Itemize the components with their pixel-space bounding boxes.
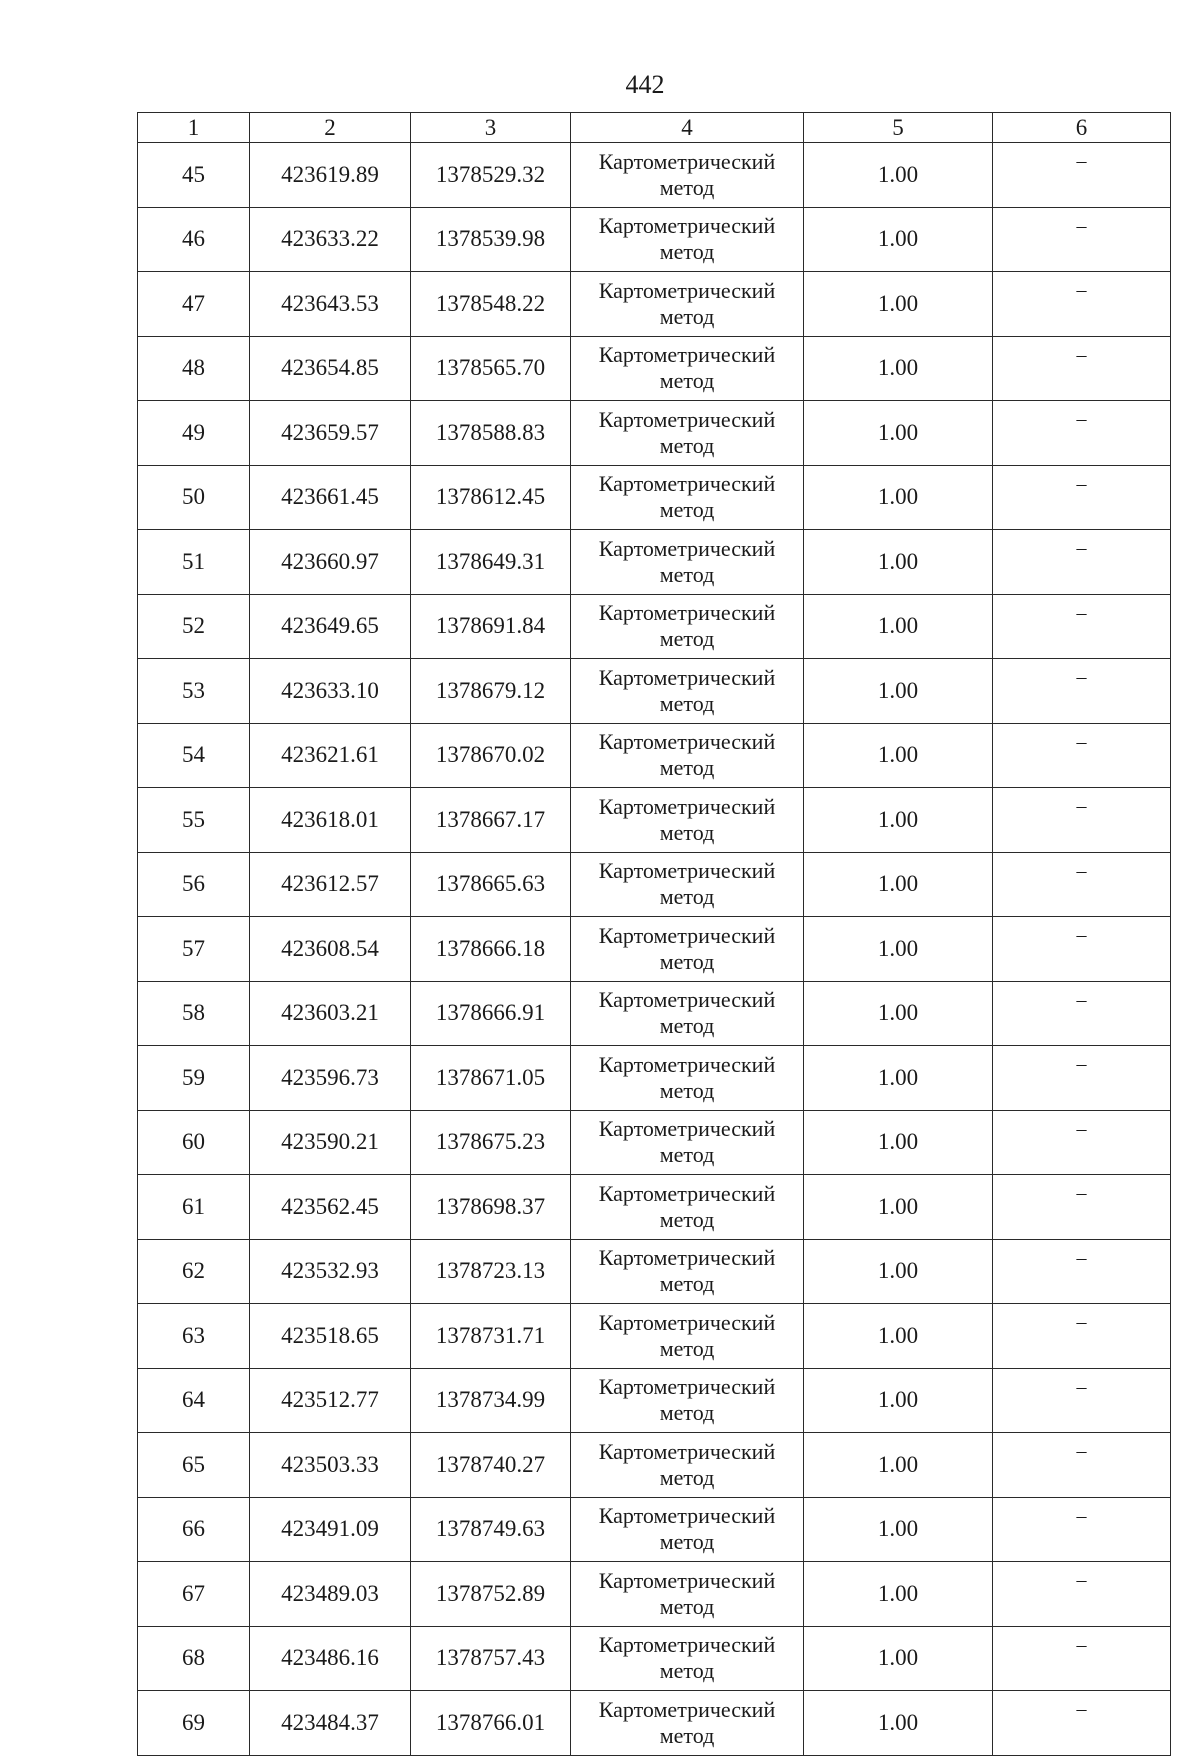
accuracy-cell: 1.00 [804, 1433, 993, 1498]
column-header-1: 1 [138, 113, 250, 143]
y-coordinate-cell: 1378752.89 [411, 1562, 571, 1627]
y-coordinate-cell: 1378766.01 [411, 1691, 571, 1756]
table-row [138, 336, 1171, 401]
method-cell: Картометрический метод [571, 1239, 804, 1304]
x-coordinate-cell: 423491.09 [250, 1497, 411, 1562]
accuracy-cell: 1.00 [804, 401, 993, 466]
method-cell: Картометрический метод [571, 272, 804, 337]
table-row [138, 788, 1171, 853]
note-cell: – [993, 1433, 1171, 1498]
table-row [138, 1562, 1171, 1627]
point-number-cell: 58 [138, 981, 250, 1046]
accuracy-cell: 1.00 [804, 981, 993, 1046]
accuracy-cell: 1.00 [804, 1497, 993, 1562]
y-coordinate-cell: 1378675.23 [411, 1110, 571, 1175]
y-coordinate-cell: 1378539.98 [411, 207, 571, 272]
accuracy-cell: 1.00 [804, 594, 993, 659]
y-coordinate-cell: 1378698.37 [411, 1175, 571, 1240]
note-cell: – [993, 1110, 1171, 1175]
method-cell: Картометрический метод [571, 1433, 804, 1498]
table-row [138, 723, 1171, 788]
accuracy-cell: 1.00 [804, 1175, 993, 1240]
coordinates-table [137, 112, 1171, 1756]
table-header [138, 113, 1171, 143]
table-row [138, 272, 1171, 337]
note-cell: – [993, 530, 1171, 595]
header-row [138, 113, 1171, 143]
x-coordinate-cell: 423661.45 [250, 465, 411, 530]
point-number-cell: 57 [138, 917, 250, 982]
note-cell: – [993, 143, 1171, 208]
note-cell: – [993, 336, 1171, 401]
accuracy-cell: 1.00 [804, 788, 993, 853]
x-coordinate-cell: 423608.54 [250, 917, 411, 982]
method-cell: Картометрический метод [571, 1626, 804, 1691]
point-number-cell: 52 [138, 594, 250, 659]
accuracy-cell: 1.00 [804, 659, 993, 724]
point-number-cell: 66 [138, 1497, 250, 1562]
method-cell: Картометрический метод [571, 530, 804, 595]
y-coordinate-cell: 1378691.84 [411, 594, 571, 659]
x-coordinate-cell: 423596.73 [250, 1046, 411, 1111]
point-number-cell: 46 [138, 207, 250, 272]
x-coordinate-cell: 423643.53 [250, 272, 411, 337]
table-row [138, 594, 1171, 659]
y-coordinate-cell: 1378679.12 [411, 659, 571, 724]
table-row [138, 530, 1171, 595]
point-number-cell: 51 [138, 530, 250, 595]
table-row [138, 981, 1171, 1046]
method-cell: Картометрический метод [571, 1110, 804, 1175]
x-coordinate-cell: 423649.65 [250, 594, 411, 659]
note-cell: – [993, 1046, 1171, 1111]
y-coordinate-cell: 1378671.05 [411, 1046, 571, 1111]
x-coordinate-cell: 423518.65 [250, 1304, 411, 1369]
table-row [138, 1497, 1171, 1562]
table-row [138, 1368, 1171, 1433]
point-number-cell: 45 [138, 143, 250, 208]
point-number-cell: 63 [138, 1304, 250, 1369]
note-cell: – [993, 272, 1171, 337]
point-number-cell: 69 [138, 1691, 250, 1756]
point-number-cell: 60 [138, 1110, 250, 1175]
point-number-cell: 56 [138, 852, 250, 917]
y-coordinate-cell: 1378565.70 [411, 336, 571, 401]
table-row [138, 1046, 1171, 1111]
table-row [138, 465, 1171, 530]
point-number-cell: 61 [138, 1175, 250, 1240]
table-row [138, 1433, 1171, 1498]
accuracy-cell: 1.00 [804, 1562, 993, 1627]
note-cell: – [993, 594, 1171, 659]
accuracy-cell: 1.00 [804, 465, 993, 530]
accuracy-cell: 1.00 [804, 1046, 993, 1111]
accuracy-cell: 1.00 [804, 1239, 993, 1304]
table-row [138, 917, 1171, 982]
point-number-cell: 64 [138, 1368, 250, 1433]
note-cell: – [993, 1304, 1171, 1369]
column-header-3: 3 [411, 113, 571, 143]
point-number-cell: 67 [138, 1562, 250, 1627]
table-row [138, 1239, 1171, 1304]
note-cell: – [993, 207, 1171, 272]
x-coordinate-cell: 423633.22 [250, 207, 411, 272]
method-cell: Картометрический метод [571, 1562, 804, 1627]
table-row [138, 659, 1171, 724]
accuracy-cell: 1.00 [804, 1304, 993, 1369]
x-coordinate-cell: 423612.57 [250, 852, 411, 917]
x-coordinate-cell: 423590.21 [250, 1110, 411, 1175]
note-cell: – [993, 1562, 1171, 1627]
accuracy-cell: 1.00 [804, 530, 993, 595]
y-coordinate-cell: 1378731.71 [411, 1304, 571, 1369]
y-coordinate-cell: 1378757.43 [411, 1626, 571, 1691]
accuracy-cell: 1.00 [804, 1691, 993, 1756]
note-cell: – [993, 723, 1171, 788]
y-coordinate-cell: 1378670.02 [411, 723, 571, 788]
x-coordinate-cell: 423532.93 [250, 1239, 411, 1304]
point-number-cell: 62 [138, 1239, 250, 1304]
method-cell: Картометрический метод [571, 917, 804, 982]
y-coordinate-cell: 1378665.63 [411, 852, 571, 917]
x-coordinate-cell: 423619.89 [250, 143, 411, 208]
method-cell: Картометрический метод [571, 659, 804, 724]
table-body [138, 143, 1171, 1756]
point-number-cell: 55 [138, 788, 250, 853]
accuracy-cell: 1.00 [804, 852, 993, 917]
y-coordinate-cell: 1378612.45 [411, 465, 571, 530]
method-cell: Картометрический метод [571, 981, 804, 1046]
point-number-cell: 68 [138, 1626, 250, 1691]
table-row [138, 207, 1171, 272]
table-row [138, 401, 1171, 466]
table-row [138, 1110, 1171, 1175]
y-coordinate-cell: 1378666.91 [411, 981, 571, 1046]
x-coordinate-cell: 423618.01 [250, 788, 411, 853]
accuracy-cell: 1.00 [804, 336, 993, 401]
note-cell: – [993, 1626, 1171, 1691]
accuracy-cell: 1.00 [804, 272, 993, 337]
column-header-2: 2 [250, 113, 411, 143]
note-cell: – [993, 917, 1171, 982]
x-coordinate-cell: 423512.77 [250, 1368, 411, 1433]
y-coordinate-cell: 1378734.99 [411, 1368, 571, 1433]
accuracy-cell: 1.00 [804, 1626, 993, 1691]
point-number-cell: 65 [138, 1433, 250, 1498]
accuracy-cell: 1.00 [804, 143, 993, 208]
note-cell: – [993, 981, 1171, 1046]
method-cell: Картометрический метод [571, 788, 804, 853]
note-cell: – [993, 1497, 1171, 1562]
method-cell: Картометрический метод [571, 1046, 804, 1111]
method-cell: Картометрический метод [571, 465, 804, 530]
y-coordinate-cell: 1378649.31 [411, 530, 571, 595]
y-coordinate-cell: 1378749.63 [411, 1497, 571, 1562]
accuracy-cell: 1.00 [804, 1110, 993, 1175]
table-row [138, 1691, 1171, 1756]
accuracy-cell: 1.00 [804, 917, 993, 982]
x-coordinate-cell: 423486.16 [250, 1626, 411, 1691]
accuracy-cell: 1.00 [804, 723, 993, 788]
method-cell: Картометрический метод [571, 1175, 804, 1240]
method-cell: Картометрический метод [571, 1368, 804, 1433]
note-cell: – [993, 401, 1171, 466]
accuracy-cell: 1.00 [804, 1368, 993, 1433]
note-cell: – [993, 852, 1171, 917]
x-coordinate-cell: 423489.03 [250, 1562, 411, 1627]
method-cell: Картометрический метод [571, 852, 804, 917]
method-cell: Картометрический метод [571, 207, 804, 272]
y-coordinate-cell: 1378588.83 [411, 401, 571, 466]
column-header-5: 5 [804, 113, 993, 143]
column-header-4: 4 [571, 113, 804, 143]
method-cell: Картометрический метод [571, 1497, 804, 1562]
x-coordinate-cell: 423562.45 [250, 1175, 411, 1240]
note-cell: – [993, 1691, 1171, 1756]
x-coordinate-cell: 423621.61 [250, 723, 411, 788]
x-coordinate-cell: 423633.10 [250, 659, 411, 724]
y-coordinate-cell: 1378548.22 [411, 272, 571, 337]
point-number-cell: 47 [138, 272, 250, 337]
table-row [138, 143, 1171, 208]
table-row [138, 1175, 1171, 1240]
note-cell: – [993, 659, 1171, 724]
method-cell: Картометрический метод [571, 1304, 804, 1369]
point-number-cell: 59 [138, 1046, 250, 1111]
point-number-cell: 53 [138, 659, 250, 724]
x-coordinate-cell: 423654.85 [250, 336, 411, 401]
table-row [138, 1304, 1171, 1369]
method-cell: Картометрический метод [571, 401, 804, 466]
y-coordinate-cell: 1378740.27 [411, 1433, 571, 1498]
y-coordinate-cell: 1378666.18 [411, 917, 571, 982]
point-number-cell: 50 [138, 465, 250, 530]
method-cell: Картометрический метод [571, 594, 804, 659]
y-coordinate-cell: 1378723.13 [411, 1239, 571, 1304]
point-number-cell: 54 [138, 723, 250, 788]
note-cell: – [993, 1239, 1171, 1304]
note-cell: – [993, 1368, 1171, 1433]
accuracy-cell: 1.00 [804, 207, 993, 272]
point-number-cell: 48 [138, 336, 250, 401]
x-coordinate-cell: 423503.33 [250, 1433, 411, 1498]
table-row [138, 852, 1171, 917]
y-coordinate-cell: 1378529.32 [411, 143, 571, 208]
table-row [138, 1626, 1171, 1691]
x-coordinate-cell: 423603.21 [250, 981, 411, 1046]
note-cell: – [993, 465, 1171, 530]
column-header-6: 6 [993, 113, 1171, 143]
x-coordinate-cell: 423484.37 [250, 1691, 411, 1756]
note-cell: – [993, 788, 1171, 853]
page-number: 442 [625, 70, 665, 99]
note-cell: – [993, 1175, 1171, 1240]
x-coordinate-cell: 423660.97 [250, 530, 411, 595]
y-coordinate-cell: 1378667.17 [411, 788, 571, 853]
x-coordinate-cell: 423659.57 [250, 401, 411, 466]
method-cell: Картометрический метод [571, 336, 804, 401]
method-cell: Картометрический метод [571, 143, 804, 208]
method-cell: Картометрический метод [571, 1691, 804, 1756]
point-number-cell: 49 [138, 401, 250, 466]
method-cell: Картометрический метод [571, 723, 804, 788]
